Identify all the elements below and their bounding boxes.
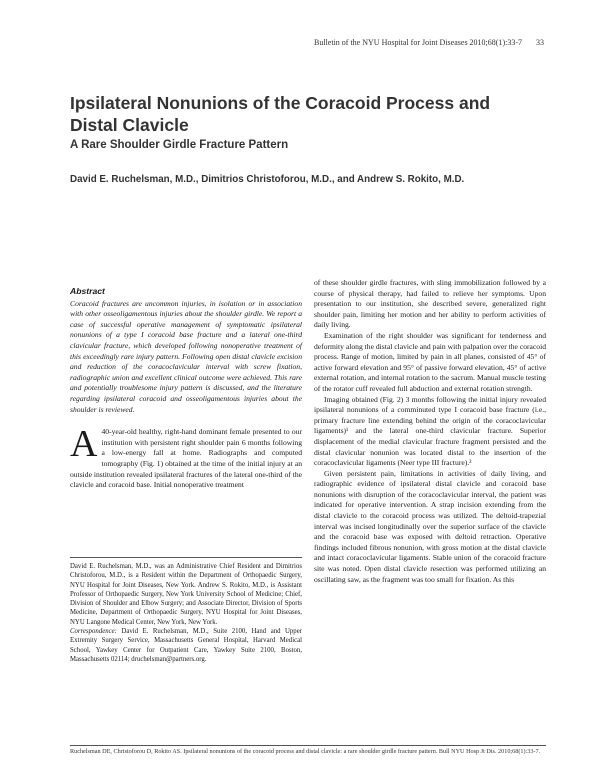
intro-text: 40-year-old healthy, right-hand dominant female presented to our institution with persistent right shoulder pain 6 months following a low-energy fall at home. Radiographs and computed tomography (Fig. 1) obtained at the time of the initial injury at an outside institution revealed ipsilateral fractures of the lateral one-third of the clavicle and coracoid base. Initial nonoperative treatment — [70, 427, 302, 490]
article-title: Ipsilateral Nonunions of the Coracoid Process and Distal Clavicle — [70, 93, 491, 135]
affiliation-divider — [70, 557, 302, 558]
page-number: 33 — [536, 38, 544, 47]
author-affiliations — [70, 562, 302, 664]
body-paragraph: of these shoulder girdle fractures, with sling immobilization followed by a course of physical therapy, had failed to relieve her symptoms. Upon presentation to our institution, she described severe, generalized right shoulder pain, limiting her motion and her ability to perform activities of daily living. — [314, 278, 546, 330]
footer-divider — [70, 745, 546, 746]
footer-citation: Ruchelsman DE, Christoforou D, Rokito AS. Ipsilateral nonunions of the coracoid process and distal clavicle: a rare shoulder girdle fracture pattern. Bull NYU Hosp Jt Dis. 2010;68(1):33-7. — [70, 748, 541, 755]
body-paragraph: Examination of the right shoulder was significant for tenderness and deformity along the distal clavicle and pain with palpation over the coracoid process. Range of motion, limited by pain in all planes, consisted of 45° of active forward elevation and 95° of passive forward elevation, 45° of active external rotation, and internal rotation to the sacrum. Manual muscle testing of the rotator cuff revealed full abduction and external rotation strength. — [314, 330, 546, 393]
journal-citation-header: Bulletin of the NYU Hospital for Joint Diseases 2010;68(1):33-7 — [314, 38, 522, 47]
affiliation-text: David E. Ruchelsman, M.D., was an Administrative Chief Resident and Dimitrios Christoforou, M.D., is a Resident within the Department of Orthopaedic Surgery, NYU Hospital for Joint Diseases, New York. Andrew S. Rokito, M.D., is Assistant Professor of Orthopaedic Surgery, New York University School of Medicine; Chief, Division of Shoulder and Elbow Surgery; and Associate Director, Division of Sports Medicine, Department of Orthopaedic Surgery, NYU Hospital for Joint Diseases, NYU Langone Medical Center, New York, New York. — [70, 563, 302, 626]
abstract-text: Coracoid fractures are uncommon injuries, in isolation or in association with other osseoligamentous injuries about the shoulder girdle. We report a case of successful operative management of symptomatic ipsilateral nonunions of a type I coracoid base fracture and a lateral one-third clavicular fracture, which developed following nonoperative treatment of this exceedingly rare injury pattern. Following open distal clavicle excision and reduction of the coracoclavicular interval with screw fixation, radiographic union and excellent clinical outcome were achieved. This rare and potentially troublesome injury pattern is discussed, and the literature regarding ipsilateral coracoid and osseoligamentous injuries about the shoulder is reviewed. — [70, 298, 302, 414]
body-paragraph: Imaging obtained (Fig. 2) 3 months following the initial injury revealed ipsilateral nonunions of a comminuted type I coracoid base fracture (i.e., primary fracture line extending behind the origin of the coracoclavicular ligaments)¹ and the lateral one-third clavicular fracture. Superior displacement of the medial clavicular fracture fragment persisted and the distal clavicular nonunion was located distal to the insertion of the coracoclavicular ligaments (Neer type III fracture).² — [314, 394, 546, 468]
body-paragraph: Given persistent pain, limitations in activities of daily living, and radiographic evidence of ipsilateral distal clavicle and coracoid base nonunions with disruption of the coracoclavicular interval, the patient was indicated for operative intervention. A strap incision extending from the distal clavicle to the coracoid process was utilized. The deltoid-trapezial interval was incised longitudinally over the superior surface of the clavicle and the coracoid base was exposed with deltoid retraction. Operative findings included fibrous nonunion, with gross motion at the distal clavicle and intact coracoclavicular ligaments. Stable union of the coracoid fracture site was noted. Open distal clavicle resection was performed utilizing an oscillating saw, as the fragment was too small for fixation. As this — [314, 468, 546, 584]
drop-cap: A — [70, 423, 98, 466]
running-head — [0, 38, 544, 47]
correspondence — [70, 627, 302, 664]
correspondence-text: David E. Ruchelsman, M.D., Suite 2100, Hand and Upper Extremity Surgery Service, Massachusetts General Hospital, Harvard Medical School, Yawkey Center for Outpatient Care, Yawkey Suite 2100, Boston, Massachusetts 02114; druchelsman@partners.org. — [70, 628, 302, 663]
article-subtitle: A Rare Shoulder Girdle Fracture Pattern — [70, 139, 289, 151]
correspondence-label: Correspondence: — [70, 628, 117, 636]
abstract-heading: Abstract — [70, 286, 105, 296]
right-column — [314, 278, 546, 585]
left-column — [70, 286, 302, 491]
author-list: David E. Ruchelsman, M.D., Dimitrios Christoforou, M.D., and Andrew S. Rokito, M.D. — [70, 174, 465, 185]
intro-paragraph — [70, 423, 302, 491]
